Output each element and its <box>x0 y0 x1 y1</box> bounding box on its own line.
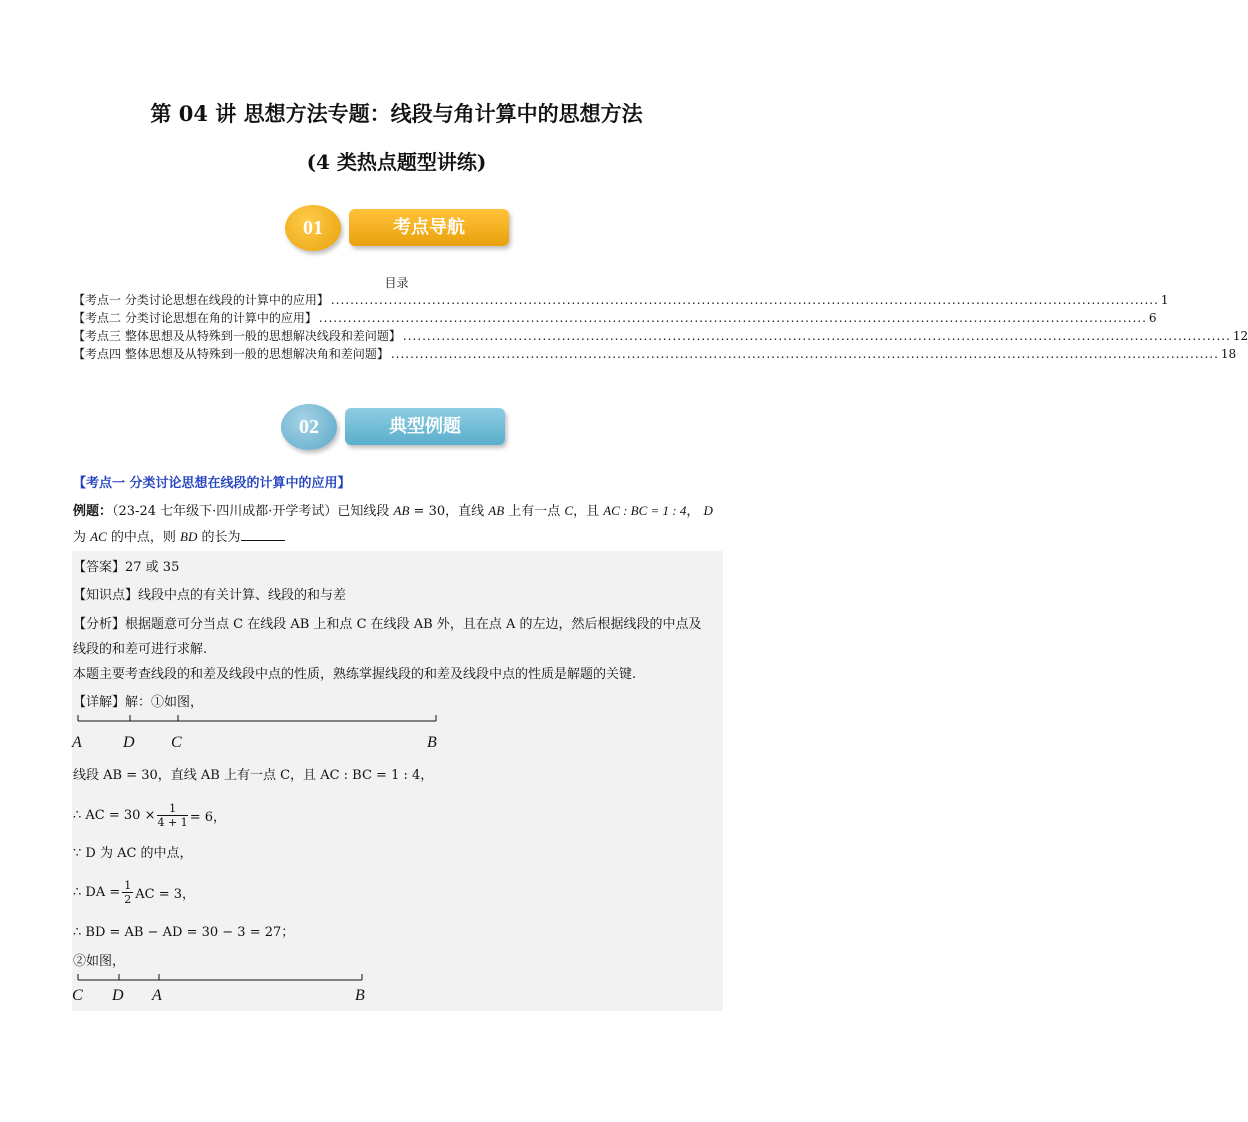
toc-item[interactable]: 【考点四 整体思想及从特殊到一般的思想解决角和差问题】 ............................................................................................................................................................................ 18 <box>73 347 1237 361</box>
point-label-d: D <box>123 734 135 751</box>
step-6: ②如图， <box>73 954 126 969</box>
figure-1 <box>70 712 450 752</box>
badge-label: 考点导航 <box>349 209 509 246</box>
toc-item[interactable]: 【考点三 整体思想及从特殊到一般的思想解决线段和差问题】 ............................................................................................................................................................................ 12 <box>73 329 1248 343</box>
analysis: 【分析】根据题意可分当点 C 在线段 AB 上和点 C 在线段 AB 外，且在点 A 的左边，然后根据线段的中点及 线段的和差可进行求解. 本题主要考查线段的和差及线段中点的性质，熟练掌握线段的和差及线段中点的性质是解题的关键. <box>73 617 702 682</box>
figure-2 <box>70 972 380 1008</box>
toc-item[interactable]: 【考点二 分类讨论思想在角的计算中的应用】 ............................................................................................................................................................................ 6 <box>73 311 1157 325</box>
fraction: $\frac{1}{4 + 1}$ <box>157 801 188 829</box>
point-label-c: C <box>171 734 182 751</box>
point-label-b: B <box>427 734 437 751</box>
page-title: 第 04 讲 思想方法专题：线段与角计算中的思想方法 <box>150 101 643 126</box>
toc-title: 目录 <box>384 276 409 290</box>
point-label-a: A <box>72 734 82 751</box>
step-4: ∴ DA = $\frac{1}{2}$ AC = 3， <box>73 878 196 906</box>
table-of-contents <box>73 291 1248 363</box>
step-2: ∴ AC = 30 × $\frac{1}{4 + 1}$ = 6， <box>73 801 226 829</box>
fraction: $\frac{1}{2}$ <box>124 878 132 906</box>
answer: 【答案】27 或 35 <box>73 560 180 575</box>
page-subtitle: (4 类热点题型讲练) <box>306 150 487 174</box>
example-question: 例题：（23-24 七年级下·四川成都·开学考试）已知线段 AB = 30，直线 AB 上有一点 C，且 AC : BC = 1 : 4， D 为 AC 的中点，则 BD 的长为 <box>73 503 713 545</box>
point-label-b: B <box>355 987 365 1004</box>
answer-blank <box>241 526 285 541</box>
badge-number: 02 <box>281 404 337 450</box>
badge-dianxing <box>281 404 511 452</box>
badge-kaodian <box>285 205 515 253</box>
point-label-d: D <box>112 987 124 1004</box>
point-label-a: A <box>152 987 162 1004</box>
point-label-c: C <box>72 987 83 1004</box>
badge-number: 01 <box>285 205 341 251</box>
step-1: 线段 AB = 30，直线 AB 上有一点 C，且 AC : BC = 1 : 4， <box>73 768 434 783</box>
step-3: ∵ D 为 AC 的中点， <box>73 846 193 861</box>
badge-label: 典型例题 <box>345 408 505 445</box>
knowledge-point: 【知识点】线段中点的有关计算、线段的和与差 <box>73 588 347 603</box>
section-heading: 【考点一 分类讨论思想在线段的计算中的应用】 <box>73 476 351 491</box>
step-5: ∴ BD = AB − AD = 30 − 3 = 27； <box>73 925 295 940</box>
toc-item[interactable]: 【考点一 分类讨论思想在线段的计算中的应用】 ............................................................................................................................................................................ 1 <box>73 293 1169 307</box>
detail: 【详解】解：①如图， <box>73 695 204 710</box>
